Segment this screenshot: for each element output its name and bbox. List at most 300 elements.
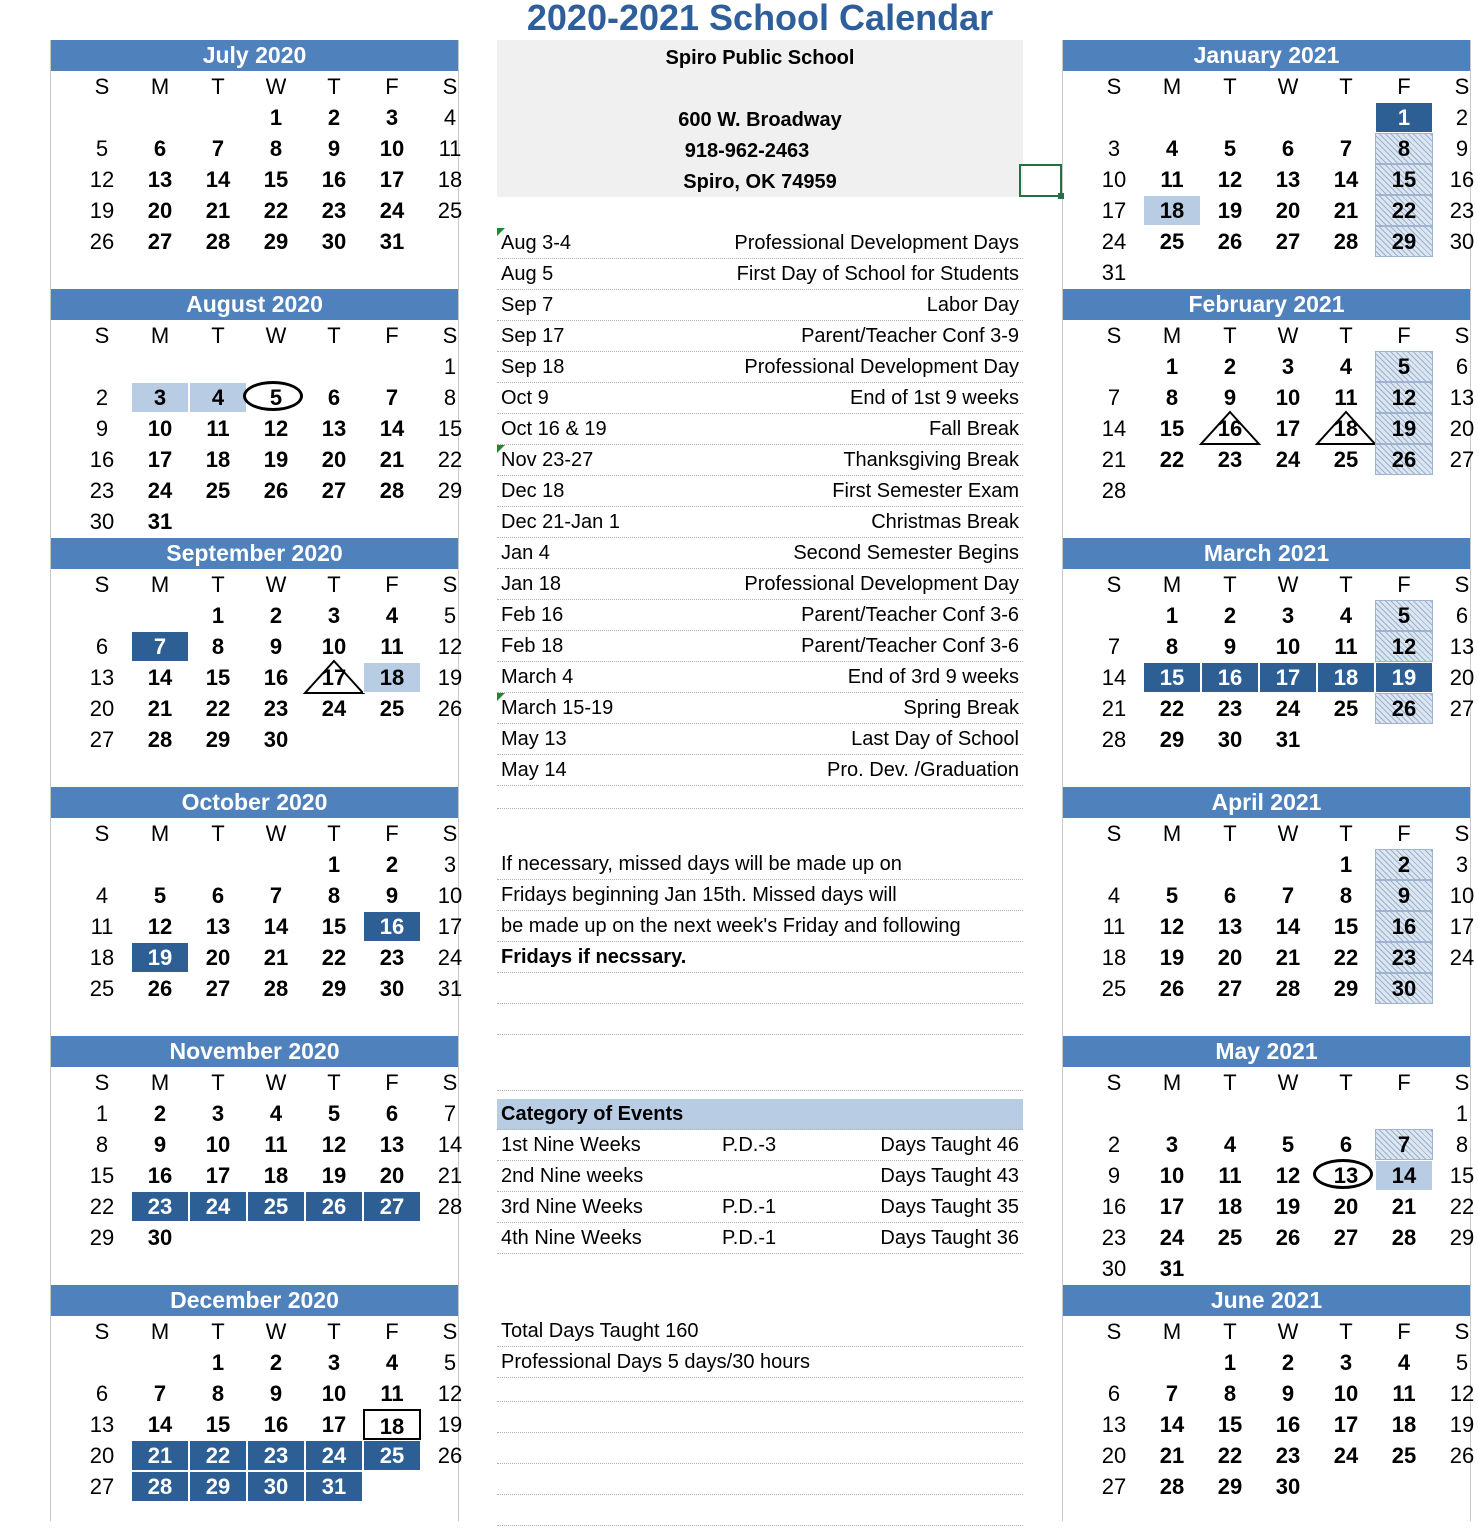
day-cell[interactable] (1375, 1129, 1433, 1160)
day-cell[interactable] (1201, 1440, 1259, 1471)
day-cell[interactable] (1143, 693, 1201, 724)
day-cell[interactable] (1433, 631, 1478, 662)
day-cell[interactable] (1433, 195, 1478, 226)
day-cell[interactable] (131, 413, 189, 444)
day-cell[interactable] (73, 1471, 131, 1502)
day-cell[interactable] (1375, 444, 1433, 475)
day-cell[interactable] (73, 911, 131, 942)
day-cell[interactable] (1085, 973, 1143, 1004)
day-cell[interactable] (1375, 1409, 1433, 1440)
day-cell[interactable] (421, 351, 479, 382)
day-cell[interactable] (1201, 1378, 1259, 1409)
day-cell[interactable] (1433, 1440, 1478, 1471)
day-cell[interactable] (305, 226, 363, 257)
day-cell[interactable] (131, 1440, 189, 1471)
day-cell[interactable] (1317, 1222, 1375, 1253)
day-cell[interactable] (1375, 1378, 1433, 1409)
day-cell[interactable] (363, 444, 421, 475)
day-cell[interactable] (131, 382, 189, 413)
day-cell[interactable] (1259, 1471, 1317, 1502)
day-cell[interactable] (1143, 1378, 1201, 1409)
day-cell[interactable] (1433, 911, 1478, 942)
day-cell[interactable] (1201, 351, 1259, 382)
day-cell[interactable] (1201, 226, 1259, 257)
day-cell[interactable] (421, 133, 479, 164)
day-cell[interactable] (189, 693, 247, 724)
day-cell[interactable] (1259, 164, 1317, 195)
day-cell[interactable] (247, 724, 305, 755)
day-cell[interactable] (1433, 413, 1478, 444)
day-cell[interactable] (363, 942, 421, 973)
day-cell[interactable] (247, 1471, 305, 1502)
day-cell[interactable] (421, 911, 479, 942)
day-cell[interactable] (1259, 382, 1317, 413)
day-cell[interactable] (421, 1378, 479, 1409)
day-cell[interactable] (1259, 1160, 1317, 1191)
day-cell[interactable] (1259, 1378, 1317, 1409)
day-cell[interactable] (1259, 600, 1317, 631)
day-cell[interactable] (1375, 133, 1433, 164)
day-cell[interactable] (1317, 195, 1375, 226)
day-cell[interactable] (247, 1409, 305, 1440)
day-cell[interactable] (131, 1471, 189, 1502)
day-cell[interactable] (1201, 444, 1259, 475)
day-cell[interactable] (1317, 351, 1375, 382)
day-cell[interactable] (1201, 413, 1259, 444)
day-cell[interactable] (1375, 351, 1433, 382)
day-cell[interactable] (1201, 662, 1259, 693)
day-cell[interactable] (131, 195, 189, 226)
day-cell[interactable] (1085, 382, 1143, 413)
day-cell[interactable] (1317, 226, 1375, 257)
day-cell[interactable] (363, 1098, 421, 1129)
day-cell[interactable] (1433, 164, 1478, 195)
day-cell[interactable] (131, 1098, 189, 1129)
day-cell[interactable] (1375, 911, 1433, 942)
day-cell[interactable] (1143, 631, 1201, 662)
day-cell[interactable] (1433, 662, 1478, 693)
day-cell[interactable] (1317, 1347, 1375, 1378)
day-cell[interactable] (1259, 195, 1317, 226)
day-cell[interactable] (189, 1440, 247, 1471)
day-cell[interactable] (1433, 600, 1478, 631)
day-cell[interactable] (363, 133, 421, 164)
day-cell[interactable] (1317, 1378, 1375, 1409)
day-cell[interactable] (421, 1409, 479, 1440)
day-cell[interactable] (363, 849, 421, 880)
day-cell[interactable] (305, 1378, 363, 1409)
day-cell[interactable] (305, 849, 363, 880)
day-cell[interactable] (1143, 1191, 1201, 1222)
day-cell[interactable] (1201, 1347, 1259, 1378)
day-cell[interactable] (421, 1098, 479, 1129)
day-cell[interactable] (1085, 1222, 1143, 1253)
day-cell[interactable] (305, 662, 363, 693)
day-cell[interactable] (247, 693, 305, 724)
day-cell[interactable] (305, 382, 363, 413)
day-cell[interactable] (1259, 444, 1317, 475)
day-cell[interactable] (305, 693, 363, 724)
day-cell[interactable] (73, 662, 131, 693)
day-cell[interactable] (131, 662, 189, 693)
day-cell[interactable] (73, 693, 131, 724)
day-cell[interactable] (305, 1160, 363, 1191)
day-cell[interactable] (1143, 195, 1201, 226)
day-cell[interactable] (421, 880, 479, 911)
day-cell[interactable] (247, 1191, 305, 1222)
day-cell[interactable] (1085, 226, 1143, 257)
day-cell[interactable] (1317, 413, 1375, 444)
day-cell[interactable] (305, 1129, 363, 1160)
day-cell[interactable] (305, 942, 363, 973)
day-cell[interactable] (421, 444, 479, 475)
day-cell[interactable] (1085, 1253, 1143, 1284)
day-cell[interactable] (363, 164, 421, 195)
day-cell[interactable] (363, 413, 421, 444)
day-cell[interactable] (1085, 164, 1143, 195)
day-cell[interactable] (1259, 1129, 1317, 1160)
day-cell[interactable] (1143, 1160, 1201, 1191)
day-cell[interactable] (247, 102, 305, 133)
day-cell[interactable] (1143, 1471, 1201, 1502)
day-cell[interactable] (421, 849, 479, 880)
day-cell[interactable] (1143, 226, 1201, 257)
day-cell[interactable] (1433, 1347, 1478, 1378)
day-cell[interactable] (363, 662, 421, 693)
day-cell[interactable] (1317, 133, 1375, 164)
day-cell[interactable] (247, 942, 305, 973)
day-cell[interactable] (363, 1409, 421, 1440)
day-cell[interactable] (1433, 1222, 1478, 1253)
day-cell[interactable] (189, 631, 247, 662)
day-cell[interactable] (131, 1191, 189, 1222)
day-cell[interactable] (421, 164, 479, 195)
day-cell[interactable] (131, 631, 189, 662)
day-cell[interactable] (131, 506, 189, 537)
day-cell[interactable] (363, 1378, 421, 1409)
day-cell[interactable] (131, 1129, 189, 1160)
day-cell[interactable] (1375, 693, 1433, 724)
day-cell[interactable] (363, 880, 421, 911)
day-cell[interactable] (189, 1378, 247, 1409)
day-cell[interactable] (131, 226, 189, 257)
day-cell[interactable] (247, 1347, 305, 1378)
day-cell[interactable] (73, 1222, 131, 1253)
day-cell[interactable] (1259, 413, 1317, 444)
day-cell[interactable] (247, 1440, 305, 1471)
day-cell[interactable] (1085, 942, 1143, 973)
day-cell[interactable] (305, 631, 363, 662)
day-cell[interactable] (131, 942, 189, 973)
day-cell[interactable] (421, 1191, 479, 1222)
day-cell[interactable] (73, 226, 131, 257)
day-cell[interactable] (1201, 911, 1259, 942)
day-cell[interactable] (73, 1440, 131, 1471)
day-cell[interactable] (1259, 973, 1317, 1004)
day-cell[interactable] (1143, 1129, 1201, 1160)
day-cell[interactable] (189, 880, 247, 911)
day-cell[interactable] (363, 1191, 421, 1222)
day-cell[interactable] (305, 413, 363, 444)
day-cell[interactable] (247, 226, 305, 257)
day-cell[interactable] (421, 973, 479, 1004)
day-cell[interactable] (247, 1160, 305, 1191)
day-cell[interactable] (363, 382, 421, 413)
day-cell[interactable] (1201, 942, 1259, 973)
day-cell[interactable] (189, 1160, 247, 1191)
day-cell[interactable] (1201, 1409, 1259, 1440)
day-cell[interactable] (1375, 413, 1433, 444)
day-cell[interactable] (1259, 942, 1317, 973)
day-cell[interactable] (1433, 1409, 1478, 1440)
day-cell[interactable] (1201, 382, 1259, 413)
day-cell[interactable] (131, 973, 189, 1004)
day-cell[interactable] (1143, 1440, 1201, 1471)
day-cell[interactable] (421, 1347, 479, 1378)
day-cell[interactable] (1375, 631, 1433, 662)
day-cell[interactable] (1085, 724, 1143, 755)
day-cell[interactable] (189, 133, 247, 164)
day-cell[interactable] (305, 600, 363, 631)
day-cell[interactable] (1085, 911, 1143, 942)
day-cell[interactable] (305, 880, 363, 911)
day-cell[interactable] (1375, 880, 1433, 911)
day-cell[interactable] (1317, 1191, 1375, 1222)
day-cell[interactable] (1143, 351, 1201, 382)
day-cell[interactable] (131, 724, 189, 755)
day-cell[interactable] (247, 382, 305, 413)
day-cell[interactable] (1201, 1471, 1259, 1502)
day-cell[interactable] (189, 973, 247, 1004)
day-cell[interactable] (305, 1440, 363, 1471)
day-cell[interactable] (363, 1440, 421, 1471)
day-cell[interactable] (1317, 164, 1375, 195)
day-cell[interactable] (1317, 1440, 1375, 1471)
day-cell[interactable] (189, 1347, 247, 1378)
day-cell[interactable] (1201, 1129, 1259, 1160)
day-cell[interactable] (1375, 1222, 1433, 1253)
day-cell[interactable] (421, 693, 479, 724)
day-cell[interactable] (247, 133, 305, 164)
selected-cell-indicator[interactable] (1019, 164, 1062, 197)
day-cell[interactable] (1085, 413, 1143, 444)
day-cell[interactable] (1375, 1160, 1433, 1191)
day-cell[interactable] (247, 1378, 305, 1409)
day-cell[interactable] (305, 911, 363, 942)
day-cell[interactable] (421, 1129, 479, 1160)
day-cell[interactable] (1201, 1191, 1259, 1222)
day-cell[interactable] (1143, 164, 1201, 195)
day-cell[interactable] (363, 693, 421, 724)
day-cell[interactable] (421, 195, 479, 226)
day-cell[interactable] (1085, 1160, 1143, 1191)
day-cell[interactable] (421, 1440, 479, 1471)
day-cell[interactable] (1317, 662, 1375, 693)
day-cell[interactable] (1085, 631, 1143, 662)
day-cell[interactable] (1259, 880, 1317, 911)
day-cell[interactable] (305, 102, 363, 133)
day-cell[interactable] (1433, 133, 1478, 164)
day-cell[interactable] (1085, 475, 1143, 506)
day-cell[interactable] (305, 444, 363, 475)
day-cell[interactable] (1143, 880, 1201, 911)
day-cell[interactable] (189, 1471, 247, 1502)
day-cell[interactable] (73, 631, 131, 662)
day-cell[interactable] (305, 195, 363, 226)
day-cell[interactable] (73, 1378, 131, 1409)
day-cell[interactable] (1317, 849, 1375, 880)
day-cell[interactable] (363, 911, 421, 942)
day-cell[interactable] (305, 475, 363, 506)
day-cell[interactable] (363, 475, 421, 506)
day-cell[interactable] (421, 600, 479, 631)
day-cell[interactable] (1143, 973, 1201, 1004)
day-cell[interactable] (1143, 133, 1201, 164)
day-cell[interactable] (1085, 133, 1143, 164)
day-cell[interactable] (1375, 662, 1433, 693)
day-cell[interactable] (73, 1098, 131, 1129)
day-cell[interactable] (73, 1160, 131, 1191)
day-cell[interactable] (247, 911, 305, 942)
day-cell[interactable] (421, 942, 479, 973)
day-cell[interactable] (305, 1409, 363, 1440)
day-cell[interactable] (1259, 911, 1317, 942)
day-cell[interactable] (1317, 631, 1375, 662)
day-cell[interactable] (189, 724, 247, 755)
day-cell[interactable] (1143, 724, 1201, 755)
day-cell[interactable] (1375, 1191, 1433, 1222)
day-cell[interactable] (247, 444, 305, 475)
day-cell[interactable] (1085, 444, 1143, 475)
day-cell[interactable] (1259, 226, 1317, 257)
day-cell[interactable] (1143, 942, 1201, 973)
day-cell[interactable] (1085, 1378, 1143, 1409)
day-cell[interactable] (305, 1347, 363, 1378)
day-cell[interactable] (421, 1160, 479, 1191)
day-cell[interactable] (1433, 1378, 1478, 1409)
day-cell[interactable] (305, 1471, 363, 1502)
day-cell[interactable] (1375, 102, 1433, 133)
day-cell[interactable] (421, 382, 479, 413)
day-cell[interactable] (1433, 226, 1478, 257)
day-cell[interactable] (73, 1409, 131, 1440)
day-cell[interactable] (189, 226, 247, 257)
day-cell[interactable] (73, 195, 131, 226)
day-cell[interactable] (1317, 942, 1375, 973)
day-cell[interactable] (1085, 1129, 1143, 1160)
day-cell[interactable] (1201, 880, 1259, 911)
day-cell[interactable] (131, 444, 189, 475)
day-cell[interactable] (131, 880, 189, 911)
day-cell[interactable] (1259, 1409, 1317, 1440)
day-cell[interactable] (131, 475, 189, 506)
day-cell[interactable] (1143, 444, 1201, 475)
day-cell[interactable] (73, 973, 131, 1004)
day-cell[interactable] (189, 1191, 247, 1222)
day-cell[interactable] (1143, 1222, 1201, 1253)
day-cell[interactable] (305, 133, 363, 164)
day-cell[interactable] (247, 1098, 305, 1129)
day-cell[interactable] (1085, 257, 1143, 288)
day-cell[interactable] (1375, 382, 1433, 413)
day-cell[interactable] (73, 506, 131, 537)
day-cell[interactable] (1317, 880, 1375, 911)
day-cell[interactable] (1375, 1440, 1433, 1471)
day-cell[interactable] (189, 382, 247, 413)
day-cell[interactable] (73, 413, 131, 444)
day-cell[interactable] (189, 1409, 247, 1440)
day-cell[interactable] (1143, 382, 1201, 413)
day-cell[interactable] (1317, 973, 1375, 1004)
day-cell[interactable] (363, 1129, 421, 1160)
day-cell[interactable] (421, 475, 479, 506)
day-cell[interactable] (1433, 444, 1478, 475)
day-cell[interactable] (305, 1098, 363, 1129)
day-cell[interactable] (247, 973, 305, 1004)
day-cell[interactable] (1433, 1098, 1478, 1129)
day-cell[interactable] (189, 444, 247, 475)
day-cell[interactable] (363, 102, 421, 133)
day-cell[interactable] (73, 475, 131, 506)
day-cell[interactable] (189, 942, 247, 973)
day-cell[interactable] (1201, 724, 1259, 755)
day-cell[interactable] (1201, 164, 1259, 195)
day-cell[interactable] (189, 1098, 247, 1129)
day-cell[interactable] (1433, 942, 1478, 973)
day-cell[interactable] (247, 600, 305, 631)
day-cell[interactable] (1317, 600, 1375, 631)
day-cell[interactable] (1317, 911, 1375, 942)
day-cell[interactable] (1143, 1253, 1201, 1284)
day-cell[interactable] (1143, 600, 1201, 631)
day-cell[interactable] (247, 880, 305, 911)
day-cell[interactable] (363, 195, 421, 226)
day-cell[interactable] (1433, 693, 1478, 724)
day-cell[interactable] (1201, 133, 1259, 164)
day-cell[interactable] (421, 631, 479, 662)
day-cell[interactable] (1259, 724, 1317, 755)
day-cell[interactable] (305, 1191, 363, 1222)
day-cell[interactable] (1259, 351, 1317, 382)
day-cell[interactable] (1085, 693, 1143, 724)
day-cell[interactable] (1259, 1347, 1317, 1378)
day-cell[interactable] (247, 1129, 305, 1160)
day-cell[interactable] (1143, 911, 1201, 942)
day-cell[interactable] (1433, 880, 1478, 911)
day-cell[interactable] (1433, 1160, 1478, 1191)
day-cell[interactable] (73, 164, 131, 195)
day-cell[interactable] (247, 195, 305, 226)
day-cell[interactable] (1375, 973, 1433, 1004)
day-cell[interactable] (1085, 1440, 1143, 1471)
day-cell[interactable] (189, 1129, 247, 1160)
day-cell[interactable] (1375, 849, 1433, 880)
day-cell[interactable] (1201, 195, 1259, 226)
day-cell[interactable] (189, 662, 247, 693)
day-cell[interactable] (131, 911, 189, 942)
day-cell[interactable] (247, 662, 305, 693)
day-cell[interactable] (189, 195, 247, 226)
day-cell[interactable] (1317, 693, 1375, 724)
day-cell[interactable] (363, 631, 421, 662)
day-cell[interactable] (363, 600, 421, 631)
day-cell[interactable] (1259, 693, 1317, 724)
day-cell[interactable] (1143, 1409, 1201, 1440)
day-cell[interactable] (1317, 382, 1375, 413)
day-cell[interactable] (305, 164, 363, 195)
day-cell[interactable] (247, 631, 305, 662)
day-cell[interactable] (363, 1347, 421, 1378)
